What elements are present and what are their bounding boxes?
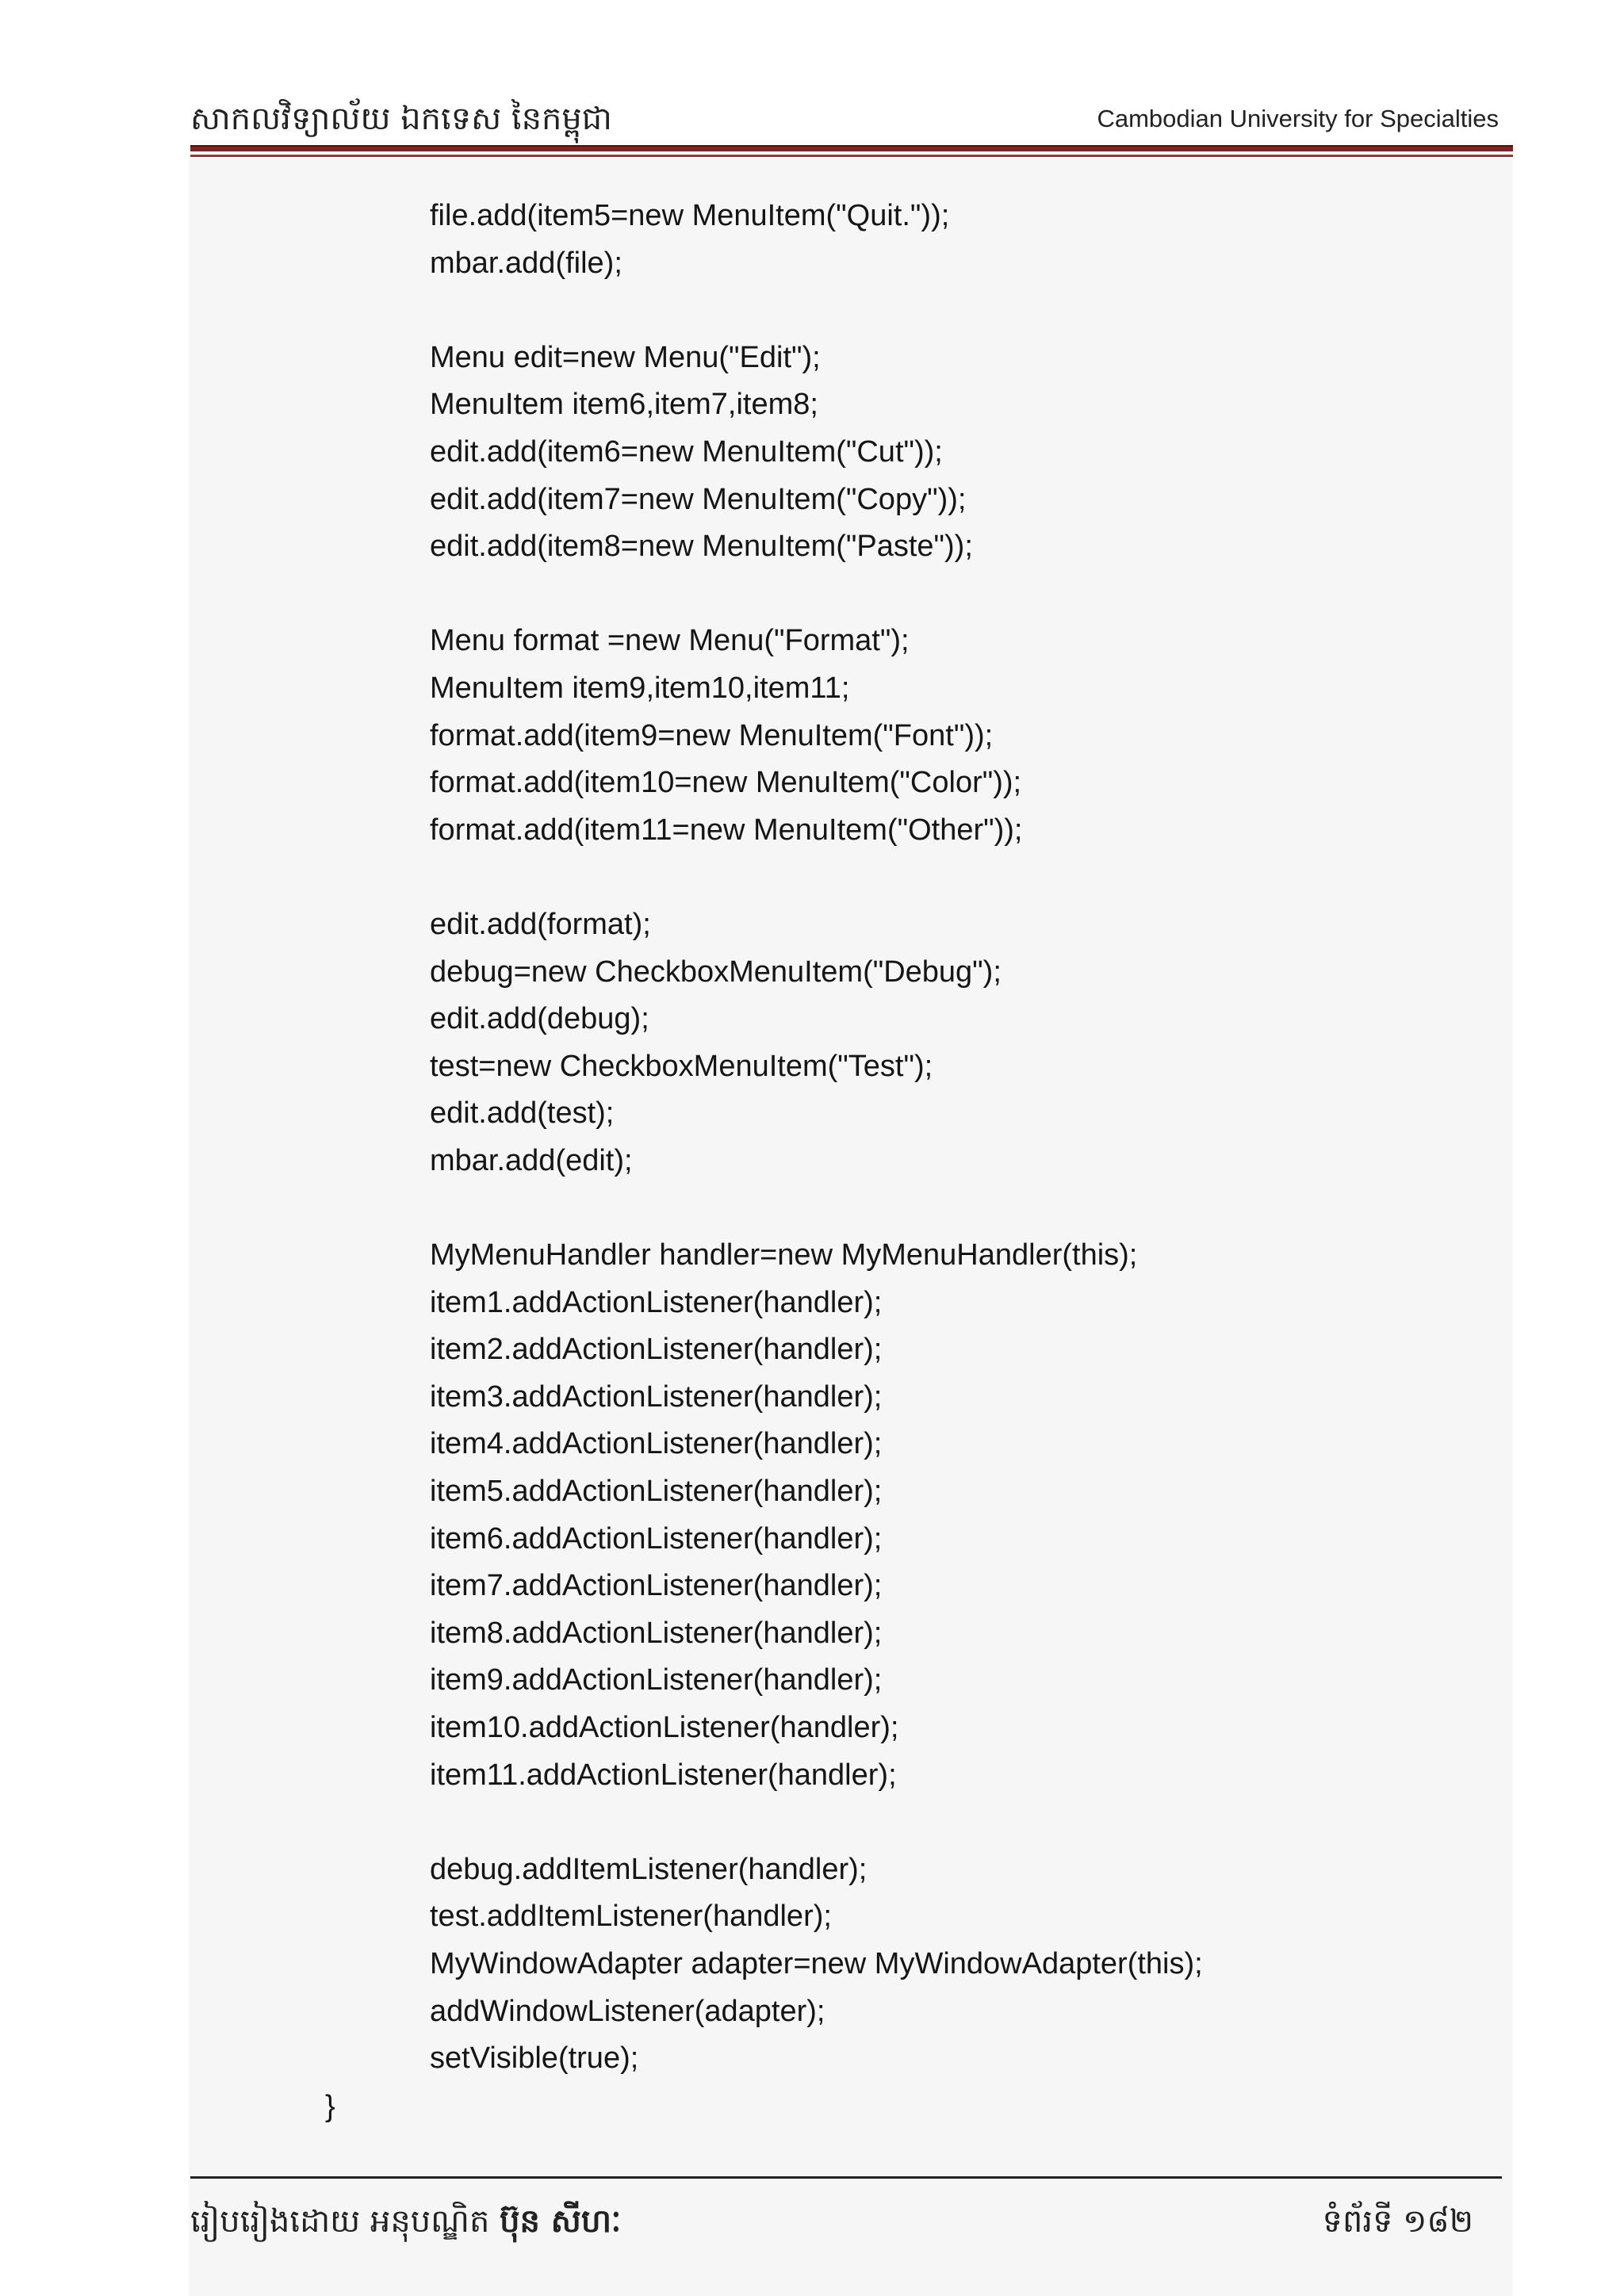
header-rule xyxy=(190,145,1513,151)
code-line: edit.add(test); xyxy=(430,1096,615,1131)
code-line: item9.addActionListener(handler); xyxy=(430,1663,883,1697)
code-line: Menu edit=new Menu("Edit"); xyxy=(430,340,821,374)
footer-page-number: ទំព័រទី ១៨២ xyxy=(1322,2203,1473,2240)
closing-brace: } xyxy=(325,2090,335,2123)
code-line: file.add(item5=new MenuItem("Quit.")); xyxy=(430,199,950,232)
code-line: item8.addActionListener(handler); xyxy=(430,1616,883,1650)
code-line: edit.add(format); xyxy=(430,907,651,941)
footer-prepared-by: រៀបរៀងដោយ អនុបណ្ឌិត xyxy=(190,2203,490,2240)
footer-rule xyxy=(190,2176,1502,2179)
code-line: item3.addActionListener(handler); xyxy=(430,1380,883,1414)
code-blank-line xyxy=(430,287,1203,335)
code-line: edit.add(item6=new MenuItem("Cut")); xyxy=(430,434,943,469)
footer-author xyxy=(190,2198,621,2245)
code-line: MyWindowAdapter adapter=new MyWindowAdapter(this); xyxy=(430,1946,1203,1980)
code-line: test.addItemListener(handler); xyxy=(430,1900,832,1934)
code-line: MenuItem item6,item7,item8; xyxy=(430,388,818,422)
code-listing xyxy=(430,193,1203,2083)
code-line: format.add(item10=new MenuItem("Color")); xyxy=(430,766,1022,800)
code-line: item4.addActionListener(handler); xyxy=(430,1427,883,1461)
code-line: item5.addActionListener(handler); xyxy=(430,1475,883,1509)
code-line: item11.addActionListener(handler); xyxy=(430,1758,897,1792)
code-line: item2.addActionListener(handler); xyxy=(430,1333,883,1367)
code-line: edit.add(debug); xyxy=(430,1002,649,1036)
footer-author-name: ប៊ុន សីហៈ xyxy=(500,2203,622,2240)
code-line: MenuItem item9,item10,item11; xyxy=(430,671,850,705)
code-line: item6.addActionListener(handler); xyxy=(430,1521,883,1556)
code-line: test=new CheckboxMenuItem("Test"); xyxy=(430,1049,933,1083)
code-line: addWindowListener(adapter); xyxy=(430,1994,825,2028)
code-line: format.add(item11=new MenuItem("Other")); xyxy=(430,813,1023,847)
header-rule-thin xyxy=(190,155,1513,157)
page-header xyxy=(190,95,1513,143)
code-blank-line xyxy=(430,1184,1203,1232)
code-blank-line xyxy=(430,571,1203,618)
code-line: edit.add(item7=new MenuItem("Copy")); xyxy=(430,482,967,516)
code-line: edit.add(item8=new MenuItem("Paste")); xyxy=(430,530,973,564)
code-line: mbar.add(file); xyxy=(430,246,622,280)
code-line: debug.addItemListener(handler); xyxy=(430,1852,868,1886)
code-blank-line xyxy=(430,854,1203,901)
code-line: setVisible(true); xyxy=(430,2042,639,2076)
code-line: Menu format =new Menu("Format"); xyxy=(430,624,910,658)
code-line: item7.addActionListener(handler); xyxy=(430,1569,883,1603)
code-line: item1.addActionListener(handler); xyxy=(430,1285,883,1319)
code-blank-line xyxy=(430,1799,1203,1846)
header-institution-khmer: សាកលវិទ្យាល័យ ឯកទេស នៃកម្ពុជា xyxy=(190,101,612,137)
code-line: format.add(item9=new MenuItem("Font")); xyxy=(430,718,994,752)
code-line: mbar.add(edit); xyxy=(430,1143,633,1177)
code-line: item10.addActionListener(handler); xyxy=(430,1711,899,1744)
code-line: debug=new CheckboxMenuItem("Debug"); xyxy=(430,955,1002,989)
header-institution-english: Cambodian University for Specialties xyxy=(1097,105,1499,132)
code-line: MyMenuHandler handler=new MyMenuHandler(this); xyxy=(430,1238,1138,1272)
